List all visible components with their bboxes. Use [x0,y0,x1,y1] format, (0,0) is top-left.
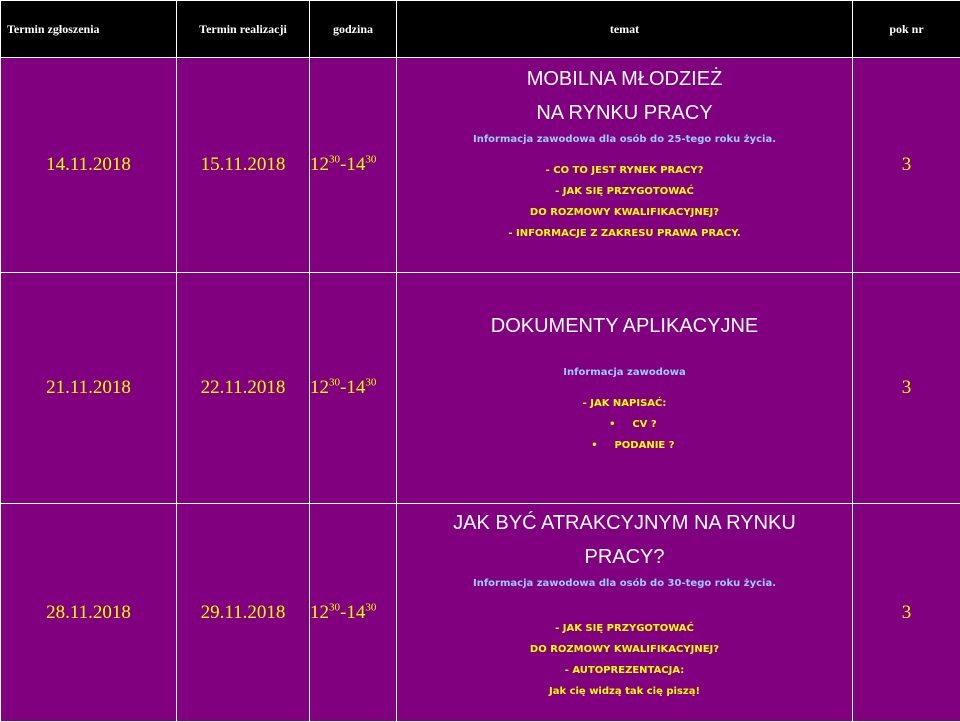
topic-info: Informacja zawodowa dla osób do 30-tego roku życia. [397,576,852,592]
topic-bullet: - AUTOPREZENTACJA: [397,660,852,681]
topic-bullet: DO ROZMOWY KWALIFIKACYJNEJ? [397,202,852,223]
topic-cell [397,504,853,722]
topic-bullet-text: PODANIE ? [614,440,674,451]
time-range [310,58,397,273]
realization-date: 15.11.2018 [177,58,310,273]
topic-cell [397,58,853,273]
time-start-minutes: 30 [329,154,340,166]
table-row [1,273,960,504]
topic-title-line: MOBILNA MŁODZIEŻ [397,62,852,96]
topic-title-line: PRACY? [397,540,852,574]
time-end-minutes: 30 [365,154,376,166]
topic-bullet-text: CV ? [632,419,656,430]
table-row [1,504,960,722]
header-topic: temat [397,1,853,58]
time-start-hour: 12 [310,154,329,175]
topic-bullet: Jak cię widzą tak cię piszą! [397,681,852,702]
topic-bullet: - JAK SIĘ PRZYGOTOWAĆ [397,618,852,639]
topic-bullet: - JAK NAPISAĆ: [397,393,852,414]
time-range [310,504,397,722]
realization-date: 22.11.2018 [177,273,310,504]
bullet-dot: • [574,435,614,456]
topic-info: Informacja zawodowa [397,365,852,381]
time-start-hour: 12 [310,377,329,398]
room-number: 3 [853,58,960,273]
bullet-dot: • [592,414,632,435]
header-registration-date: Termin zgłoszenia [1,1,177,58]
header-realization-date: Termin realizacji [177,1,310,58]
registration-date: 21.11.2018 [1,273,177,504]
topic-title-line: NA RYNKU PRACY [397,96,852,130]
time-end-hour: 14 [346,154,365,175]
header-row [1,1,960,58]
table-row [1,58,960,273]
time-end-minutes: 30 [365,377,376,389]
time-start-minutes: 30 [329,601,340,613]
topic-title-line: JAK BYĆ ATRAKCYJNYM NA RYNKU [397,506,852,540]
topic-bullet: - CO TO JEST RYNEK PRACY? [397,160,852,181]
topic-cell [397,273,853,504]
header-room: pok nr [853,1,960,58]
room-number: 3 [853,504,960,722]
time-start-hour: 12 [310,602,329,623]
time-separator: - [340,377,346,398]
time-separator: - [340,154,346,175]
header-time: godzina [310,1,397,58]
registration-date: 14.11.2018 [1,58,177,273]
time-end-minutes: 30 [365,601,376,613]
time-range [310,273,397,504]
topic-bullet-item [397,435,852,456]
topic-title-line: DOKUMENTY APLIKACYJNE [397,309,852,343]
time-end-hour: 14 [346,602,365,623]
topic-bullet: DO ROZMOWY KWALIFIKACYJNEJ? [397,639,852,660]
room-number: 3 [853,273,960,504]
topic-bullet: - INFORMACJE Z ZAKRESU PRAWA PRACY. [397,223,852,244]
topic-info: Informacja zawodowa dla osób do 25-tego roku życia. [397,132,852,148]
time-end-hour: 14 [346,377,365,398]
topic-bullet-item [397,414,852,435]
registration-date: 28.11.2018 [1,504,177,722]
time-separator: - [340,602,346,623]
time-start-minutes: 30 [329,377,340,389]
realization-date: 29.11.2018 [177,504,310,722]
topic-bullet: - JAK SIĘ PRZYGOTOWAĆ [397,181,852,202]
